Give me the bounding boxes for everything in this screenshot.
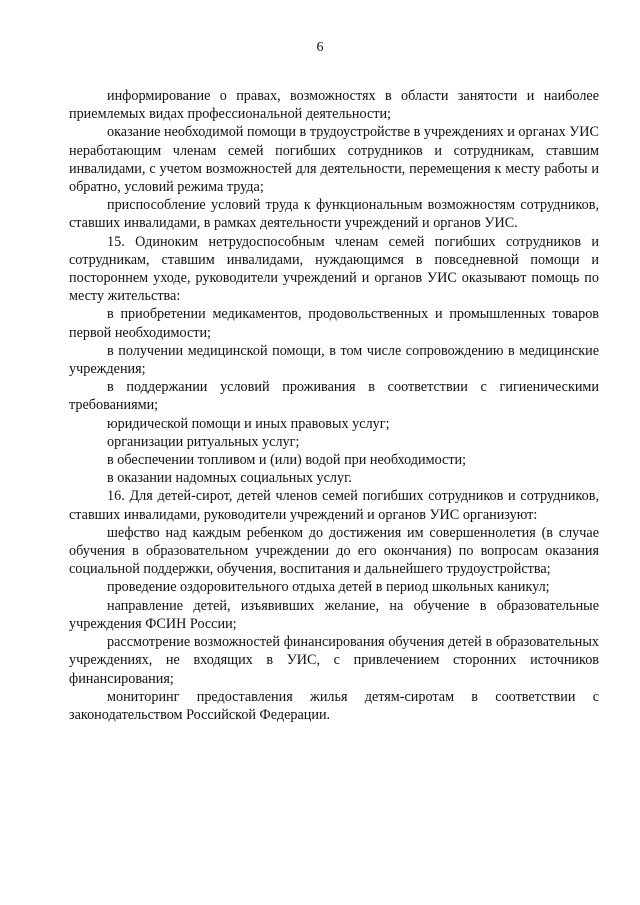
paragraph: мониторинг предоставления жилья детям-сиротам в соответствии с законодательством Российской Федерации. <box>69 688 599 723</box>
paragraph: оказание необходимой помощи в трудоустройстве в учреждениях и органах УИС неработающим членам семей погибших сотрудников и сотрудникам, ставшим инвалидами, с учетом возможностей для деятельности, перемещения к месту работы и обратно, условий режима труда; <box>69 124 599 196</box>
paragraph: в приобретении медикаментов, продовольственных и промышленных товаров первой необходимости; <box>69 306 599 341</box>
paragraph: направление детей, изъявивших желание, на обучение в образовательные учреждения ФСИН России; <box>69 597 599 632</box>
document-body <box>69 87 599 724</box>
page-number: 6 <box>316 40 324 55</box>
paragraph: в обеспечении топливом и (или) водой при необходимости; <box>107 452 467 469</box>
paragraph: информирование о правах, возможностях в области занятости и наиболее приемлемых видах профессиональной деятельности; <box>69 88 599 123</box>
paragraph: в оказании надомных социальных услуг. <box>107 470 352 487</box>
paragraph: организации ритуальных услуг; <box>107 433 300 450</box>
paragraph: проведение оздоровительного отдыха детей в период школьных каникул; <box>107 579 550 596</box>
paragraph: рассмотрение возможностей финансирования обучения детей в образовательных учреждениях, не входящих в УИС, с привлечением сторонних источников финансирования; <box>69 634 599 687</box>
paragraph-item-16: 16. Для детей-сирот, детей членов семей погибших сотрудников и сотрудников, ставших инвалидами, руководители учреждений и органов УИС организуют: <box>69 488 599 523</box>
paragraph: юридической помощи и иных правовых услуг; <box>107 415 390 432</box>
paragraph-item-15: 15. Одиноким нетрудоспособным членам семей погибших сотрудников и сотрудникам, ставшим инвалидами, нуждающимся в повседневной помощи и постороннем уходе, руководители учреждений и органов УИС оказывают помощь по месту жительства: <box>69 233 599 305</box>
paragraph: в получении медицинской помощи, в том числе сопровождению в медицинские учреждения; <box>69 342 599 378</box>
paragraph: шефство над каждым ребенком до достижения им совершеннолетия (в случае обучения в образовательном учреждении до его окончания) по вопросам оказания социальной поддержки, обучения, воспитания и дальнейшего трудоустройства; <box>69 524 599 578</box>
paragraph: приспособление условий труда к функциональным возможностям сотрудников, ставших инвалидами, в рамках деятельности учреждений и органов УИС. <box>69 197 599 232</box>
paragraph: в поддержании условий проживания в соответствии с гигиеническими требованиями; <box>69 379 599 414</box>
